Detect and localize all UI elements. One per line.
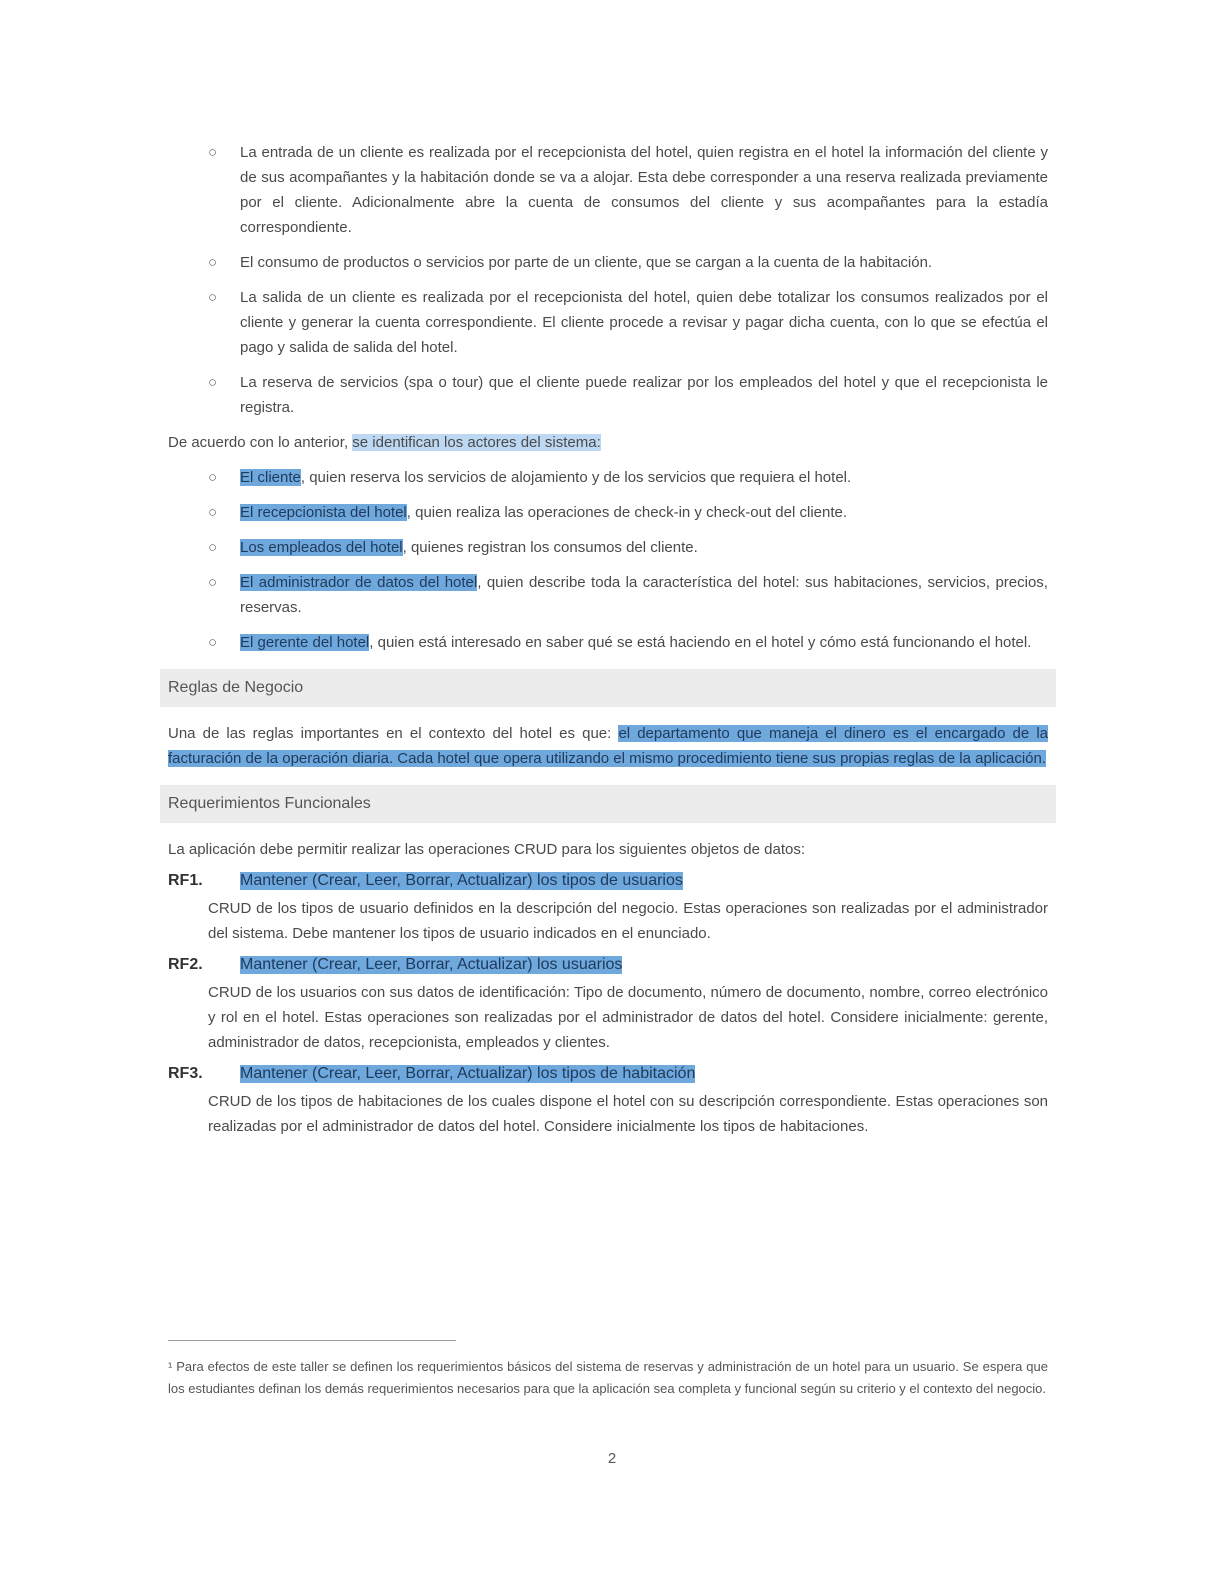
intro-bullet-list: [168, 140, 1048, 420]
requirement-heading: [168, 1065, 1048, 1083]
actor-name: El gerente del hotel: [240, 634, 370, 651]
actor-item: ○ El gerente del hotel, quien está interesado en saber qué se está haciendo en el hotel y cómo está funcionando el hotel.: [168, 630, 1048, 655]
requirements-intro: La aplicación debe permitir realizar las operaciones CRUD para los siguientes objetos de datos:: [168, 841, 806, 858]
requirement-body: CRUD de los tipos de usuario definidos en la descripción del negocio. Estas operaciones son realizadas por el administrador del sistema. Debe mantener los tipos de usuario indicados en el enunciado.: [208, 900, 1048, 942]
bullet-marker: ○: [208, 144, 218, 161]
bullet-marker: ○: [208, 289, 218, 306]
actor-name: El recepcionista del hotel: [240, 504, 407, 521]
bullet-marker: ○: [208, 574, 218, 591]
page-number: 2: [607, 1450, 617, 1467]
actors-intro-paragraph: De acuerdo con lo anterior, se identifican los actores del sistema:: [168, 434, 601, 451]
actors-list: [168, 465, 1048, 655]
actor-name: Los empleados del hotel: [240, 539, 403, 556]
requirement-title: Mantener (Crear, Leer, Borrar, Actualizar) los usuarios: [240, 956, 623, 973]
list-item: ○ El consumo de productos o servicios por parte de un cliente, que se cargan a la cuenta de la habitación.: [168, 250, 1048, 275]
highlighted-text: se identifican los actores del sistema:: [352, 434, 601, 451]
list-item: ○ La salida de un cliente es realizada por el recepcionista del hotel, quien debe totalizar los consumos realizados por el cliente y generar la cuenta correspondiente. El cliente procede a revisar y pagar dicha cuenta, con lo que se efectúa el pago y salida de salida del hotel.: [168, 285, 1048, 360]
requirement-heading: [168, 872, 1048, 890]
bullet-marker: ○: [208, 254, 218, 271]
section-heading-business-rules: Reglas de Negocio: [160, 669, 1056, 707]
section-heading-functional-requirements: Requerimientos Funcionales: [160, 785, 1056, 823]
requirement-rf1: [168, 872, 1048, 946]
actor-name: El cliente: [240, 469, 301, 486]
requirement-rf3: [168, 1065, 1048, 1139]
bullet-marker: ○: [208, 539, 218, 556]
actor-item: ○ Los empleados del hotel, quienes registran los consumos del cliente.: [168, 535, 1048, 560]
actor-name: El administrador de datos del hotel: [240, 574, 478, 591]
list-item: ○ La entrada de un cliente es realizada por el recepcionista del hotel, quien registra en el hotel la información del cliente y de sus acompañantes y la habitación donde se va a alojar. Esta debe corresponder a una reserva realizada previamente por el cliente. Adicionalmente abre la cuenta de consumos del cliente y sus acompañantes para la estadía correspondiente.: [168, 140, 1048, 240]
requirement-id: RF2.: [168, 956, 203, 973]
requirement-heading: [168, 956, 1048, 974]
bullet-marker: ○: [208, 504, 218, 521]
highlighted-text: el departamento que maneja el dinero es el encargado de la facturación de la operación diaria. Cada hotel que opera utilizando el mismo procedimiento tiene sus propias reglas de la aplicación.: [168, 725, 1049, 767]
requirement-rf2: [168, 956, 1048, 1055]
footnote: ¹ Para efectos de este taller se definen los requerimientos básicos del sistema de reservas y administración de un hotel para un usuario. Se espera que los estudiantes definan los demás requerimientos necesarios para que la aplicación sea completa y funcional según su criterio y el contexto del negocio.: [168, 1359, 1048, 1396]
requirement-title: Mantener (Crear, Leer, Borrar, Actualizar) los tipos de habitación: [240, 1065, 696, 1082]
page-content: [168, 140, 1048, 1149]
requirement-body: CRUD de los tipos de habitaciones de los cuales dispone el hotel con su descripción correspondiente. Estas operaciones son realizadas por el administrador de datos del hotel. Considere inicialmente los tipos de habitaciones.: [208, 1093, 1048, 1135]
footnote-divider: [168, 1340, 456, 1341]
actor-item: ○ El cliente, quien reserva los servicios de alojamiento y de los servicios que requiera el hotel.: [168, 465, 1048, 490]
actor-item: ○ El recepcionista del hotel, quien realiza las operaciones de check-in y check-out del cliente.: [168, 500, 1048, 525]
requirement-id: RF3.: [168, 1065, 203, 1082]
list-item: ○ La reserva de servicios (spa o tour) que el cliente puede realizar por los empleados del hotel y que el recepcionista le registra.: [168, 370, 1048, 420]
requirement-body: CRUD de los usuarios con sus datos de identificación: Tipo de documento, número de documento, nombre, correo electrónico y rol en el hotel. Estas operaciones son realizadas por el administrador de datos del hotel. Considere inicialmente: gerente, administrador de datos, recepcionista, empleados y clientes.: [208, 984, 1048, 1051]
business-rules-paragraph: Una de las reglas importantes en el contexto del hotel es que: el departamento que maneja el dinero es el encargado de la facturación de la operación diaria. Cada hotel que opera utilizando el mismo procedimiento tiene sus propias reglas de la aplicación.: [168, 725, 1049, 767]
actor-item: ○ El administrador de datos del hotel, quien describe toda la característica del hotel: sus habitaciones, servicios, precios, reservas.: [168, 570, 1048, 620]
requirement-title: Mantener (Crear, Leer, Borrar, Actualizar) los tipos de usuarios: [240, 872, 683, 889]
bullet-marker: ○: [208, 374, 218, 391]
requirement-id: RF1.: [168, 872, 203, 889]
bullet-marker: ○: [208, 634, 218, 651]
bullet-marker: ○: [208, 469, 218, 486]
